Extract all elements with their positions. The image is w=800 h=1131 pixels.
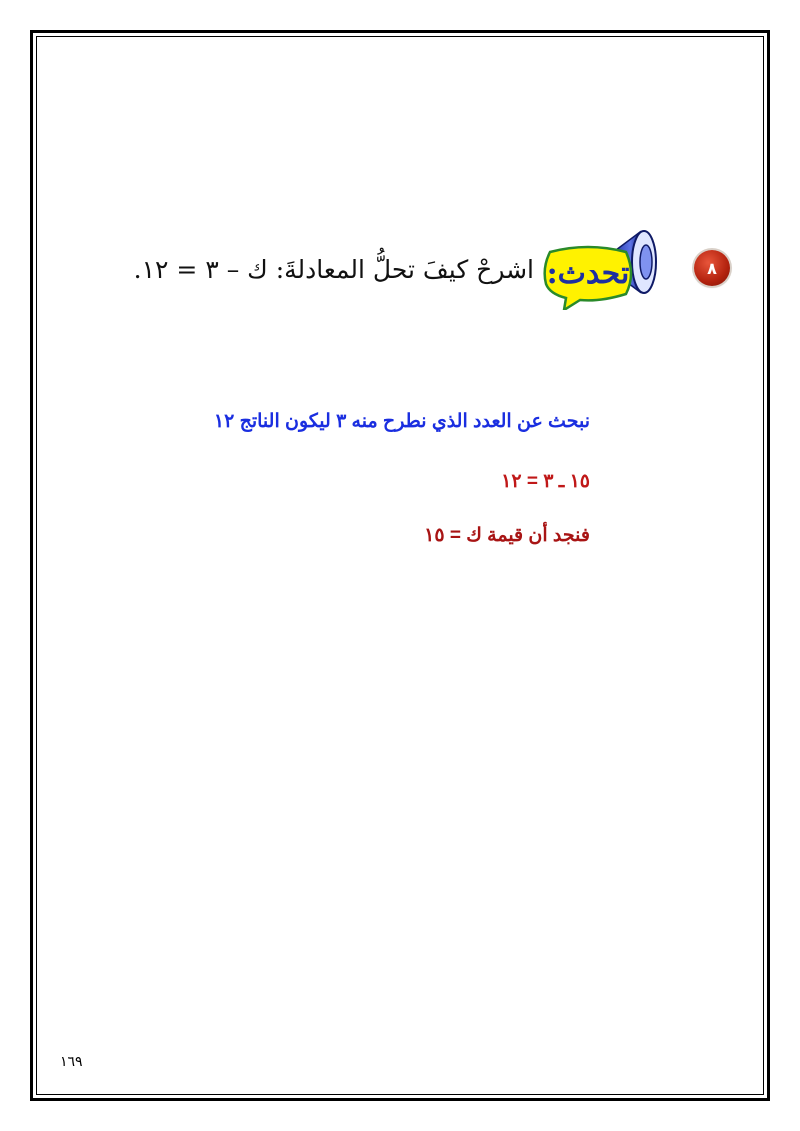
problem-row <box>133 220 730 320</box>
talk-label: تحدث: <box>546 256 630 291</box>
page-number: ١٦٩ <box>60 1054 83 1070</box>
page-border-inner <box>36 36 764 1095</box>
answer-line-2: ١٥ ـ ٣ = ١٢ <box>501 471 590 492</box>
question-text: اشرحْ كيفَ تحلُّ المعادلةَ: ك – ٣ = ١٢. <box>133 255 534 284</box>
answer-line-1: نبحث عن العدد الذي نطرح منه ٣ ليكون الناتج ١٢ <box>213 411 590 432</box>
answer-line-3: فنجد أن قيمة ك = ١٥ <box>424 525 590 546</box>
problem-number-badge: ٨ <box>694 250 730 286</box>
